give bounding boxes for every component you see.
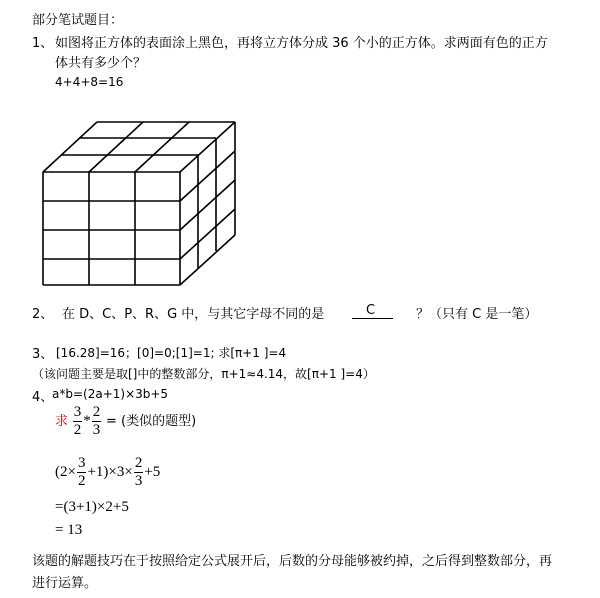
q3-number: 3、 [32,347,54,362]
q2-answer-blank [352,303,393,319]
q4-fraction-a: $\frac{3}{2}$ [73,404,82,438]
q1-number: 1、 [32,36,54,51]
q4-step2: =(3+1)×2+5 [55,499,129,515]
q2-text: 在 D、C、P、R、G 中，与其它字母不同的是 [62,307,325,322]
q2-number: 2、 [32,307,54,322]
q4-ask-prefix: 求 [55,413,69,429]
q3-note: （该问题主要是取[]中的整数部分，π+1≈4.14，故[π+1 ]=4） [32,367,375,381]
q4-step1-fraction2: $\frac{2}{3}$ [134,455,143,489]
conclusion-line2: 进行运算。 [32,576,98,591]
conclusion-line1: 该题的解题技巧在于按照给定公式展开后，后数的分母能够被约掉，之后得到整数部分，再 [32,554,553,569]
heading: 部分笔试题目： [32,13,124,28]
q1-answer: 4+4+8=16 [55,75,124,89]
q1-text-line1: 如图将正方体的表面涂上黑色，再将立方体分成 36 个小的正方体。求两面有色的正方 [55,36,548,51]
q4-question [55,405,196,438]
q4-step1: (2× $\frac{3}{2}$ +1)×3× $\frac{2}{3}$ +5 [55,455,161,489]
q4-fraction-b: $\frac{2}{3}$ [92,404,101,438]
q4-definition: a*b=(2a+1)×3b+5 [52,387,169,401]
q2-answer: C [352,303,393,319]
q4-ask-suffix: = (类似的题型) [106,413,197,429]
q4-number: 4、 [32,390,54,405]
q4-star: * [83,412,91,429]
q2-note: ？（只有 C 是一笔） [416,307,538,322]
q4-step3: = 13 [55,522,83,538]
q3-text: [16.28]=16；[0]=0;[1]=1; 求[π+1 ]=4 [56,346,287,360]
q1-text-line2: 体共有多少个？ [55,56,147,71]
q4-step1-fraction1: $\frac{3}{2}$ [77,455,86,489]
